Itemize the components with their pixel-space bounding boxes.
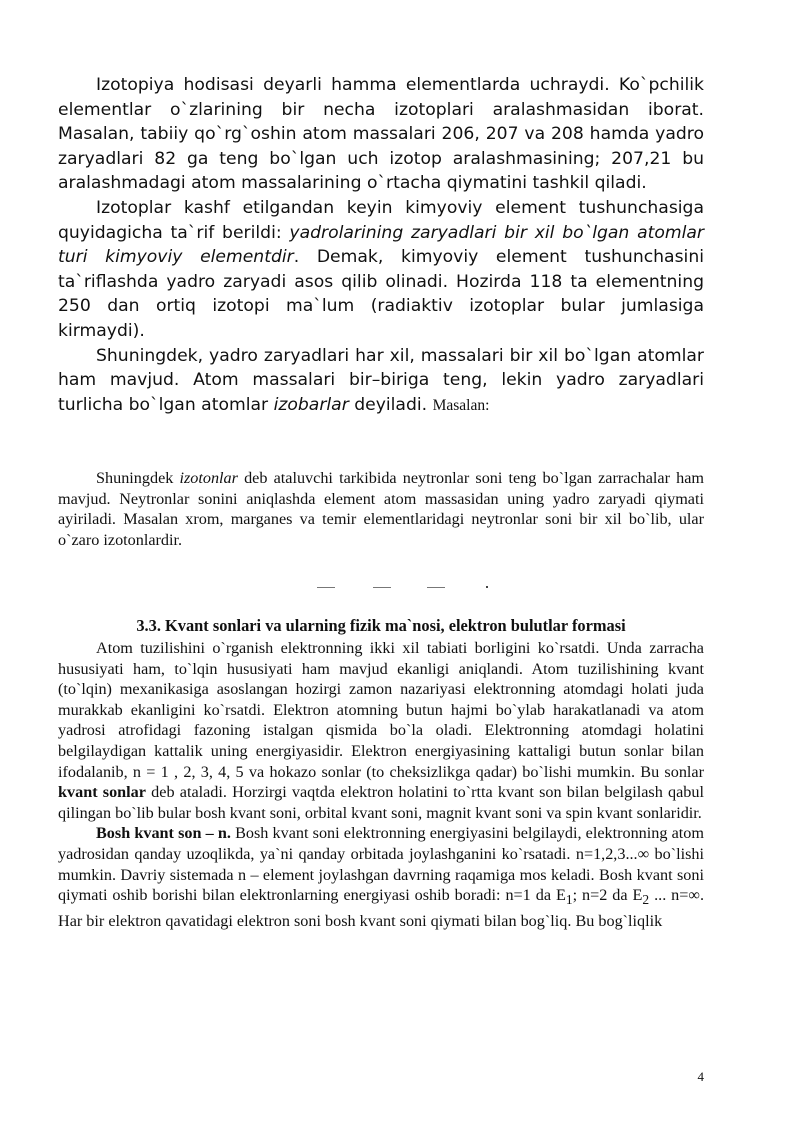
dash-mark (317, 587, 335, 588)
text-block-sans (58, 73, 704, 418)
dot-mark (486, 586, 488, 588)
dash-mark (373, 587, 391, 588)
page-number: 4 (697, 1069, 704, 1084)
example-label: Masalan: (432, 396, 490, 414)
dash-mark (427, 587, 445, 588)
text-block-isotones (58, 468, 704, 550)
paragraph-element-definition: Izotoplar kashf etilgandan keyin kimyoviy element tushunchasiga quyidagicha ta`rif berildi: yadrolarining zaryadlari bir xil bo`lgan atomlar turi kimyoviy elementdir. Demak, kimyoviy element tushunchasini ta`riflashda yadro zaryadi asos qilib olinadi. Hozirda 118 ta elementning 250 dan ortiq izotopi ma`lum (radiaktiv izotoplar bular jumlasiga kirmaydi). (58, 197, 704, 341)
section-heading: 3.3. Kvant sonlari va ularning fizik ma`nosi, elektron bulutlar formasi (136, 616, 626, 635)
paragraph-isobars: Shuningdek, yadro zaryadlari har xil, massalari bir xil bo`lgan atomlar ham mavjud. Atom massalari bir–biriga teng, lekin yadro zaryadlari turlicha bo`lgan atomlar izobarlar deyiladi. Masalan: (58, 345, 704, 415)
isobars-term: izobarlar (273, 394, 349, 415)
text-block-quantum (58, 638, 704, 932)
separator-dashes (0, 580, 800, 594)
paragraph-quantum-numbers: Atom tuzilishini o`rganish elektronning ikki xil tabiati borligini ko`rsatdi. Unda zarracha hususiyati ham, to`lqin hususiyati ham mavjud ekanligi aniqlandi. Atom tuzilishining kvant (to`lqin) mexanikasiga asoslangan hozirgi zamon nazariyasi elektronning atomdagi holati juda murakkab ekanligini ko`rsatdi. Elektron atomning butun hajmi bo`ylab harakatlanadi va atom yadrosi atrofidagi fazoning istalgan qismida bo`la oladi. Elektronning atomdagi holatini belgilaydigan kattalik uning energiyasidir. Elektron energiyasining kattaligi butun sonlar bilan ifodalanib, n = 1 , 2, 3, 4, 5 va hokazo sonlar (to cheksizlikga qadar) bo`lishi mumkin. Bu sonlar kvant sonlar deb ataladi. Horzirgi vaqtda elektron holatini to`rtta kvant son bilan belgilash qabul qilingan bo`lib bular bosh kvant soni, orbital kvant soni, magnit kvant soni va spin kvant sonlaridir. (58, 639, 704, 822)
quantum-numbers-term: kvant sonlar (58, 783, 146, 802)
paragraph-isotones: Shuningdek izotonlar deb ataluvchi tarkibida neytronlar soni teng bo`lgan zarrachalar ham mavjud. Neytronlar sonini aniqlashda element atom massasidan uning yadro zaryadi qiymati ayiriladi. Masalan xrom, marganes va temir elementlaridagi neytronlar soni bir xil bo`lib, ular o`zaro izotonlardir. (58, 469, 704, 549)
paragraph-principal-quantum-number: Bosh kvant son – n. Bosh kvant soni elektronning energiyasini belgilaydi, elektronning atom yadrosidan qanday uzoqlikda, ya`ni qanday orbitada joylashganini ko`rsatadi. n=1,2,3...∞ bo`lishi mumkin. Davriy sistemada n – element joylashgan davrning raqamiga mos keladi. Bosh kvant soni qiymati oshib borishi bilan elektronlarning energiyasi oshib boradi: n=1 da $E_1$; n=2 da $E_2$ ... n=∞. Har bir elektron qavatidagi elektron soni bosh kvant soni qiymati bilan bog`liq. Bu bog`liqlik (58, 824, 704, 930)
principal-quantum-term: Bosh kvant son – n. (96, 824, 231, 843)
definition-italic: yadrolarining zaryadlari bir xil bo`lgan atomlar turi kimyoviy elementdir (58, 222, 704, 268)
isotones-term: izotonlar (179, 469, 238, 487)
paragraph-isotopy: Izotopiya hodisasi deyarli hamma elementlarda uchraydi. Ko`pchilik elementlar o`zlarining bir necha izotoplari aralashmasidan iborat. Masalan, tabiiy qo`rg`oshin atom massalari 206, 207 va 208 hamda yadro zaryadlari 82 ga teng bo`lgan uch izotop aralashmasining; 207,21 bu aralashmadagi atom massalarining o`rtacha qiymatini tashkil qiladi. (58, 75, 704, 194)
